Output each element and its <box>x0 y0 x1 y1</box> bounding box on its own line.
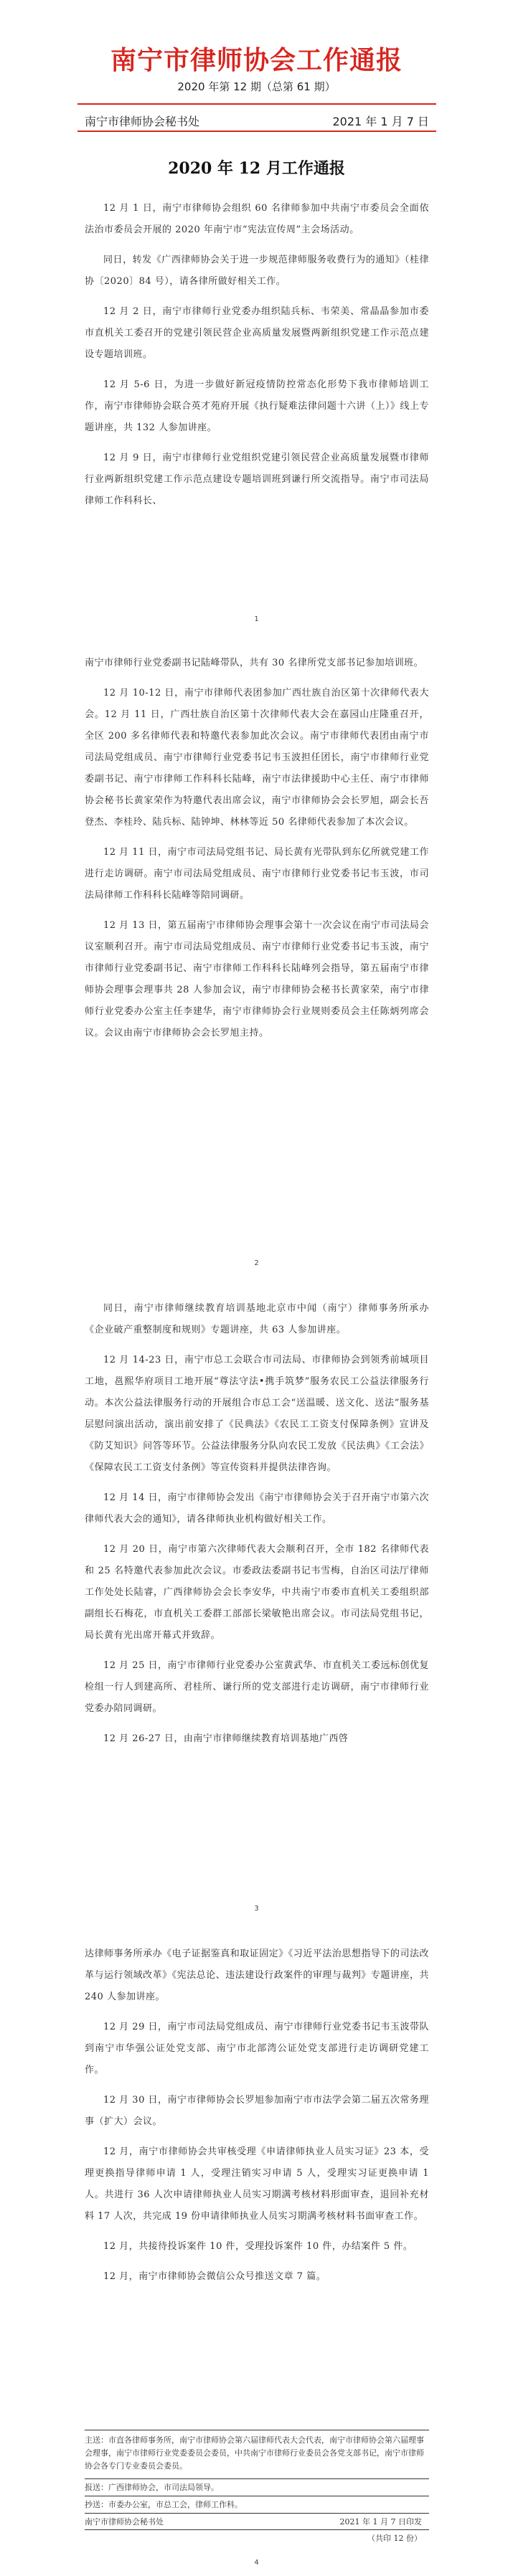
document-title: 2020 年 12 月工作通报 <box>168 159 345 178</box>
document-page-3 <box>0 1277 513 1922</box>
paragraph: 同日，南宁市律师继续教育培训基地北京市中闻（南宁）律师事务所承办《企业破产重整制度和规则》专题讲座，共 63 人参加讲座。 <box>85 1303 429 1335</box>
paragraph: 12 月 14-23 日，南宁市总工会联合市司法局、市律师协会到领秀前城项目工地，邕熙华府项目工地开展“尊法守法•携手筑梦”服务农民工公益法律服务行动。本次公益法律服务行动的开展组合市总工会“送温暖、送文化、送法”服务基层慰问演出活动，演出前安排了《民典法》《农民工工资支付保障条例》宣讲及《防艾知识》问答等环节。公益法律服务分队向农民工发放《民法典》《工会法》《保障农民工工资支付条例》等宣传资料并提供法律咨询。 <box>85 1355 429 1473</box>
paragraph: 南宁市律师行业党委副书记陆峰带队，共有 30 名律所党支部书记参加培训班。 <box>85 658 424 668</box>
paragraph: 12 月，南宁市律师协会微信公众号推送文章 7 篇。 <box>103 2271 326 2282</box>
paragraph: 12 月 29 日，南宁市司法局党组成员、南宁市律师行业党委书记韦玉波带队到南宁市华强公证处党支部、南宁市北部湾公证处党支部进行走访调研党建工作。 <box>85 2022 429 2075</box>
page-1-body <box>85 198 429 521</box>
document-page-1 <box>0 0 513 631</box>
document-page-2 <box>0 631 513 1277</box>
paragraph: 12 月 20 日，南宁市第六次律师代表大会顺利召开，全市 182 名律师代表和 25 名特邀代表参加此次会议。市委政法委副书记韦雪梅，自治区司法厅律师工作处处长陆睿，广西律师协会会长李安华，中共南宁市委市直机关工委组织部副组长石梅花，市直机关工委群工部部长梁敏艳出席会议。市司法局党组书记，局长黄有光出席开幕式并致辞。 <box>85 1544 429 1641</box>
document-page-4 <box>0 1922 513 2576</box>
paragraph: 12 月 14 日，南宁市律师协会发出《南宁市律师协会关于召开南宁市第六次律师代表大会的通知》，请各律师执业机构做好相关工作。 <box>85 1492 429 1525</box>
page-number: 1 <box>254 615 259 623</box>
paragraph: 12 月 2 日，南宁市律师行业党委办组织陆兵标、韦荣美、常晶晶参加市委市直机关工委召开的党建引领民营企业高质量发展暨两新组织党建工作示范点建设专题培训班。 <box>85 306 429 360</box>
paragraph: 达律师事务所承办《电子证据鉴真和取证固定》《习近平法治思想指导下的司法改革与运行领域改革》《宪法总论、违法建设行政案件的审理与裁判》专题讲座，共 240 人参加讲座。 <box>85 1948 429 2002</box>
paragraph: 12 月，共接待投诉案件 10 件，受理投诉案件 10 件，办结案件 5 件。 <box>103 2241 413 2252</box>
footer-issuer: 南宁市律师协会秘书处 <box>85 2517 164 2527</box>
page-4-body <box>85 1943 429 2296</box>
footer-report-to: 报送：广西律师协会，市司法局领导。 <box>85 2483 219 2492</box>
paragraph: 12 月 9 日，南宁市律师行业党组织党建引领民营企业高质量发展暨市律师行业两新组织党建工作示范点建设专题培训班到谦行所交流指导。南宁市司法局律师工作科科长、 <box>85 453 429 506</box>
footer-divider <box>85 2513 429 2514</box>
issue-number: 2020 年第 12 期（总第 61 期） <box>177 80 336 93</box>
paragraph: 12 月 1 日，南宁市律师协会组织 60 名律师参加中共南宁市委员会全面依法治市委员会开展的 2020 年南宁市“宪法宣传周”主会场活动。 <box>85 203 429 235</box>
paragraph: 12 月 26-27 日，由南宁市律师继续教育培训基地广西啓 <box>103 1733 349 1744</box>
paragraph: 12 月 30 日，南宁市律师协会长罗旭参加南宁市市法学会第二届五次常务理事（扩大）会议。 <box>85 2095 429 2127</box>
paragraph: 同日，转发《广西律师协会关于进一步规范律师服务收费行为的通知》（桂律协〔2020〕84 号），请各律所做好相关工作。 <box>85 255 429 287</box>
paragraph: 12 月 10-12 日，南宁市律师代表团参加广西壮族自治区第十次律师代表大会。12 月 11 日，广西壮族自治区第十次律师代表大会在嘉园山庄隆重召开，全区 200 多名律师代表和特邀代表参加此次会议。南宁市律师代表团由南宁市司法局党组成员、南宁市律师行业党委书记韦玉波担任团长，南宁市律师行业党委副书记、南宁市律师工作科科长陆峰，南宁市法律援助中心主任、南宁市律师协会秘书长黄家荣作为特邀代表出席会议，南宁市律师协会会长罗旭，副会长吾登杰、李桂玲、陆兵标、陆钟坤、林林等近 50 名律师代表参加了本次会议。 <box>85 688 429 828</box>
footer-print-date: 2021 年 1 月 7 日印发 <box>339 2517 422 2527</box>
footer-divider-bottom <box>85 2529 429 2530</box>
paragraph: 12 月，南宁市律师协会共审核受理《申请律师执业人员实习证》23 本，受理更换指导律师申请 1 人，受理注销实习申请 5 人，受理实习证更换申请 1 人。共进行 36 人次申请律师执业人员实习期满考核材料形面审查，退回补充材料 17 人次，共完成 19 份申请律师执业人员实习期满考核材料书面审查工作。 <box>85 2146 429 2222</box>
footer-distribution: 主送：市直各律师事务所，南宁市律师协会第六届律师代表大会代表，南宁市律师协会第六届理事会理事，南宁市律师行业党委委员会委员，中共南宁市律师行业委员会各党支部书记，南宁市律师协会各专门专业委员会委员。 <box>85 2435 424 2471</box>
footer-cc: 抄送：市委办公室，市总工会，律师工作科。 <box>85 2500 243 2509</box>
page-number: 2 <box>254 1259 259 1267</box>
page-3-body <box>85 1298 429 1758</box>
issuer-label: 南宁市律师协会秘书处 <box>85 115 200 128</box>
paragraph: 12 月 13 日，第五届南宁市律师协会理事会第十一次会议在南宁市司法局会议室顺利召开。南宁市司法局党组成员、南宁市律师行业党委书记韦玉波，南宁市律师行业党委副书记、南宁市律师工作科科长陆峰列会指导，第五届南宁市律师协会理事会理事共 28 人参加会议，南宁市律师协会秘书长黄家荣，南宁市律师行业党委办公室主任李建华，南宁市律师协会行业规则委员会主任陈炳列席会议。会议由南宁市律师协会会长罗旭主持。 <box>85 920 429 1038</box>
footer-copies: （共印 12 份） <box>367 2534 422 2543</box>
paragraph: 12 月 11 日，南宁市司法局党组书记、局长黄有光带队到东亿所就党建工作进行走访调研。南宁市司法局党组成员、南宁市律师行业党委书记韦玉波，市司法局律师工作科科长陆峰等陪同调研。 <box>85 847 429 901</box>
header-meta <box>85 113 429 129</box>
issue-date: 2021 年 1 月 7 日 <box>332 115 429 128</box>
header-divider-top <box>77 103 436 105</box>
page-number: 4 <box>254 2559 259 2567</box>
newsletter-title: 南宁市律师协会工作通报 <box>110 45 403 75</box>
paragraph: 12 月 25 日，南宁市律师行业党委办公室黄武华、市直机关工委远标创优复检组一行人到建高所、君桂所、谦行所的党支部进行走访调研，南宁市律师行业党委办陪同调研。 <box>85 1660 429 1714</box>
paragraph: 12 月 5-6 日，为进一步做好新冠疫情防控常态化形势下我市律师培训工作，南宁市律师协会联合英才苑府开展《执行疑难法律问题十六讲（上）》线上专题讲座，共 132 人参加讲座。 <box>85 379 429 433</box>
header-divider-bottom <box>77 131 436 132</box>
footer-issue-row <box>85 2516 429 2527</box>
page-2-body <box>85 653 429 1053</box>
page-number: 3 <box>254 1905 259 1913</box>
footer-divider <box>85 2478 429 2479</box>
